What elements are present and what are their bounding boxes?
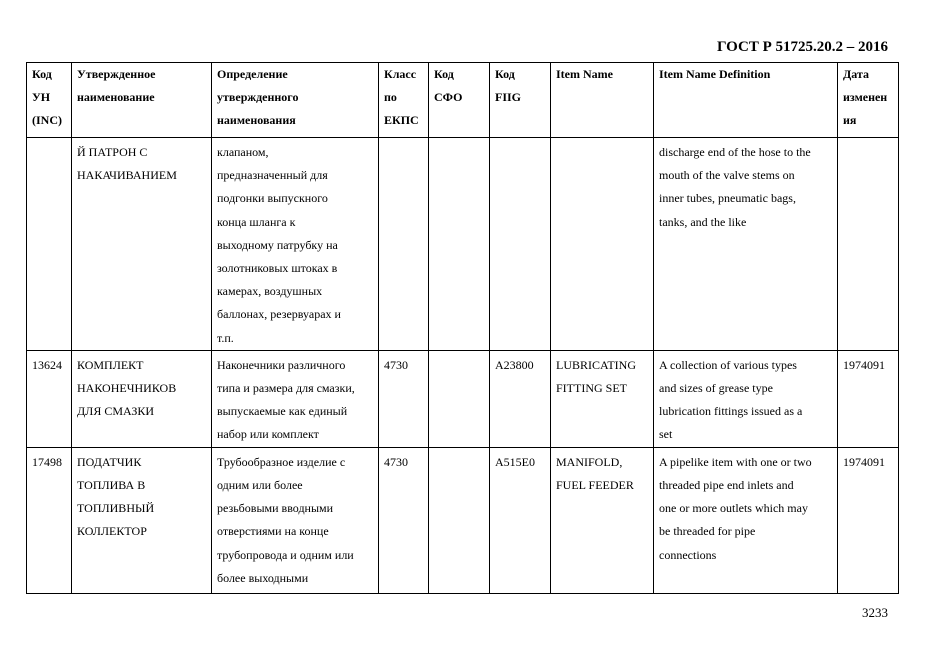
table-row (27, 138, 899, 351)
cell-text-line: A515E0 (495, 454, 535, 469)
cell-name (72, 138, 212, 351)
column-header-line: Код (495, 67, 515, 81)
cell-text-line: ТОПЛИВА В (77, 478, 146, 493)
column-header-line: Класс (384, 67, 417, 81)
cell-item-def (654, 350, 838, 447)
cell-text-line: конца шланга к (217, 214, 296, 229)
cell-text-line: резьбовыми вводными (217, 501, 334, 516)
cell-definition (212, 447, 379, 593)
cell-text-line: lubrication fittings issued as a (659, 404, 803, 419)
cell-item-name (551, 447, 654, 593)
cell-sfo (429, 447, 490, 593)
cell-text-line: подгонки выпускного (217, 191, 328, 206)
cell-definition (212, 350, 379, 447)
cell-class (379, 447, 429, 593)
cell-text-line: A23800 (495, 357, 534, 372)
column-header (838, 63, 899, 138)
cell-date (838, 138, 899, 351)
cell-text-line: 4730 (384, 357, 408, 372)
cell-text-line: 4730 (384, 454, 408, 469)
cell-text-line: MANIFOLD, (556, 454, 623, 469)
cell-text-line: ДЛЯ СМАЗКИ (77, 404, 155, 419)
cell-text-line: НАКОНЕЧНИКОВ (77, 381, 177, 396)
cell-text-line: отверстиями на конце (217, 524, 329, 539)
cell-text-line: 13624 (32, 357, 62, 372)
cell-text-line: Трубообразное изделие с (217, 454, 346, 469)
cell-text-line: ТОПЛИВНЫЙ (77, 501, 155, 516)
cell-fiig (490, 138, 551, 351)
cell-text-line: баллонах, резервуарах и (217, 307, 341, 322)
cell-item-name (551, 138, 654, 351)
cell-item-name (551, 350, 654, 447)
column-header (429, 63, 490, 138)
cell-code (27, 350, 72, 447)
catalog-table (26, 62, 899, 594)
cell-text-line: FUEL FEEDER (556, 478, 634, 493)
cell-date (838, 350, 899, 447)
cell-text-line: 17498 (32, 454, 62, 469)
cell-text-line: клапаном, (217, 145, 269, 159)
column-header-line: Определение (217, 67, 288, 81)
cell-text-line: threaded pipe end inlets and (659, 478, 794, 493)
column-header-line: FIIG (495, 90, 522, 105)
column-header (551, 63, 654, 138)
column-header-line: СФО (434, 90, 463, 105)
column-header-line: (INC) (32, 113, 62, 128)
cell-text-line: mouth of the valve stems on (659, 168, 795, 183)
cell-date (838, 447, 899, 593)
cell-text-line: выпускаемые как единый (217, 404, 348, 419)
cell-text-line: более выходными (217, 570, 309, 585)
cell-name (72, 447, 212, 593)
column-header (72, 63, 212, 138)
cell-text-line: set (659, 427, 673, 442)
cell-text-line: 1974091 (843, 357, 885, 372)
cell-text-line: connections (659, 547, 717, 562)
cell-fiig (490, 350, 551, 447)
cell-text-line: предназначенный для (217, 168, 328, 183)
column-header-line: Утвержденное (77, 67, 156, 81)
document-header: ГОСТ Р 51725.20.2 – 2016 (716, 39, 888, 55)
cell-item-def (654, 138, 838, 351)
column-header-line: изменен (843, 90, 888, 105)
cell-text-line: КОМПЛЕКТ (77, 357, 144, 372)
column-header-line: Item Name Definition (659, 67, 771, 81)
cell-text-line: A collection of various types (659, 357, 797, 372)
table-header-row (27, 63, 899, 138)
column-header-line: Дата (843, 67, 869, 81)
cell-text-line: tanks, and the like (659, 214, 747, 229)
column-header-line: утвержденного (217, 90, 299, 105)
cell-code (27, 447, 72, 593)
cell-text-line: ПОДАТЧИК (77, 454, 142, 469)
cell-text-line: LUBRICATING (556, 357, 636, 372)
cell-text-line: one or more outlets which may (659, 501, 808, 516)
cell-text-line: A pipelike item with one or two (659, 454, 812, 469)
cell-text-line: одним или более (217, 478, 303, 493)
cell-text-line: НАКАЧИВАНИЕМ (77, 168, 177, 183)
cell-text-line: Й ПАТРОН С (77, 145, 148, 159)
cell-text-line: типа и размера для смазки, (217, 381, 355, 396)
column-header-line: УН (32, 90, 51, 105)
cell-class (379, 350, 429, 447)
column-header (212, 63, 379, 138)
cell-sfo (429, 350, 490, 447)
column-header (27, 63, 72, 138)
cell-text-line: be threaded for pipe (659, 524, 756, 539)
cell-text-line: Наконечники различного (217, 357, 346, 372)
cell-name (72, 350, 212, 447)
cell-text-line: discharge end of the hose to the (659, 145, 811, 159)
cell-text-line: т.п. (217, 330, 234, 345)
cell-text-line: выходному патрубку на (217, 237, 338, 252)
cell-sfo (429, 138, 490, 351)
cell-code (27, 138, 72, 351)
cell-definition (212, 138, 379, 351)
column-header-line: Код (434, 67, 454, 81)
cell-fiig (490, 447, 551, 593)
cell-text-line: золотниковых штоках в (217, 261, 338, 276)
column-header-line: Item Name (556, 67, 613, 81)
cell-text-line: КОЛЛЕКТОР (77, 524, 147, 539)
cell-item-def (654, 447, 838, 593)
cell-text-line: inner tubes, pneumatic bags, (659, 191, 796, 206)
cell-class (379, 138, 429, 351)
column-header-line: ия (843, 113, 857, 128)
column-header-line: по (384, 90, 397, 105)
cell-text-line: камерах, воздушных (217, 284, 323, 299)
cell-text-line: and sizes of grease type (659, 381, 773, 396)
column-header (379, 63, 429, 138)
cell-text-line: набор или комплект (217, 427, 319, 442)
column-header-line: ЕКПС (384, 113, 419, 128)
column-header (490, 63, 551, 138)
column-header-line: наименование (77, 90, 155, 105)
table-row (27, 447, 899, 593)
cell-text-line: 1974091 (843, 454, 885, 469)
cell-text-line: трубопровода и одним или (217, 547, 354, 562)
table-row (27, 350, 899, 447)
cell-text-line: FITTING SET (556, 381, 627, 396)
column-header (654, 63, 838, 138)
page-number: 3233 (862, 605, 888, 620)
column-header-line: Код (32, 67, 52, 81)
column-header-line: наименования (217, 113, 296, 128)
